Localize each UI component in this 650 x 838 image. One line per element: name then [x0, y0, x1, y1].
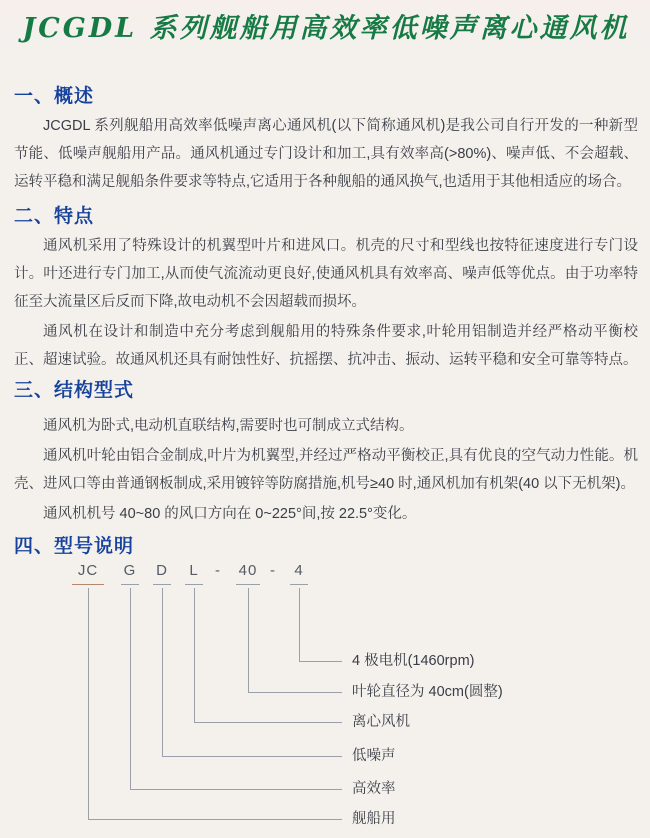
code-part-jc: JC: [72, 562, 104, 585]
leader-line-horizontal-marine-use: [88, 819, 342, 820]
code-part-4: 4: [290, 562, 308, 585]
code-part-g: G: [121, 562, 139, 585]
structure-paragraph-3: 通风机机号 40~80 的风口方向在 0~225°间,按 22.5°变化。: [43, 506, 417, 522]
section-heading-model-designation: 四、型号说明: [14, 536, 135, 557]
leader-line-horizontal-impeller-diameter: [248, 692, 342, 693]
leader-line-horizontal-high-efficiency: [130, 789, 342, 790]
leader-line-vertical-low-noise: [162, 588, 163, 756]
code-separator-dash: -: [270, 562, 276, 579]
section-heading-structure: 三、结构型式: [14, 380, 135, 401]
leader-line-vertical-pole-count: [299, 588, 300, 661]
leader-line-vertical-centrifugal-fan: [194, 588, 195, 722]
section-heading-overview: 一、概述: [14, 86, 95, 107]
leader-line-vertical-marine-use: [88, 588, 89, 819]
leader-label-pole-count: 4 极电机(1460rpm): [352, 653, 475, 669]
leader-label-high-efficiency: 高效率: [352, 781, 396, 797]
code-part-l: L: [185, 562, 203, 585]
model-code-diagram: [0, 556, 650, 838]
features-paragraph-1: 通风机采用了特殊设计的机翼型叶片和进风口。机壳的尺寸和型线也按特征速度进行专门设计。叶还进行专门加工,从而使气流流动更良好,使通风机具有效率高、噪声低等优点。由于功率特征至大流量区后反而下降,故电动机不会因超载而损坏。: [14, 238, 638, 310]
leader-line-vertical-impeller-diameter: [248, 588, 249, 692]
leader-label-centrifugal-fan: 离心风机: [352, 714, 410, 730]
leader-line-horizontal-low-noise: [162, 756, 342, 757]
code-separator-dash: -: [215, 562, 221, 579]
overview-paragraph: JCGDL 系列舰船用高效率低噪声离心通风机(以下简称通风机)是我公司自行开发的一种新型节能、低噪声舰船用产品。通风机通过专门设计和加工,具有效率高(>80%)、噪声低、不会超载、运转平稳和满足舰船条件要求等特点,它适用于各种舰船的通风换气,也适用于其他相适应的场合。: [14, 118, 638, 190]
leader-label-impeller-diameter: 叶轮直径为 40cm(圆整): [352, 684, 503, 700]
leader-line-vertical-high-efficiency: [130, 588, 131, 789]
structure-paragraph-2: 通风机叶轮由铝合金制成,叶片为机翼型,并经过严格动平衡校正,具有优良的空气动力性能。机壳、进风口等由普通钢板制成,采用镀锌等防腐措施,机号≥40 时,通风机加有机架(40 以下无机架)。: [14, 448, 638, 492]
page-title: JCGDL 系列舰船用高效率低噪声离心通风机: [22, 13, 630, 44]
leader-line-horizontal-pole-count: [299, 661, 342, 662]
structure-paragraph-1: 通风机为卧式,电动机直联结构,需要时也可制成立式结构。: [43, 418, 414, 434]
leader-line-horizontal-centrifugal-fan: [194, 722, 342, 723]
leader-label-low-noise: 低噪声: [352, 748, 396, 764]
leader-label-marine-use: 舰船用: [352, 811, 396, 827]
code-part-40: 40: [236, 562, 260, 585]
features-paragraph-2: 通风机在设计和制造中充分考虑到舰船用的特殊条件要求,叶轮用铝制造并经严格动平衡校正、超速试验。故通风机还具有耐蚀性好、抗摇摆、抗冲击、振动、运转平稳和安全可靠等特点。: [14, 324, 638, 368]
code-part-d: D: [153, 562, 171, 585]
section-heading-features: 二、特点: [14, 206, 95, 227]
